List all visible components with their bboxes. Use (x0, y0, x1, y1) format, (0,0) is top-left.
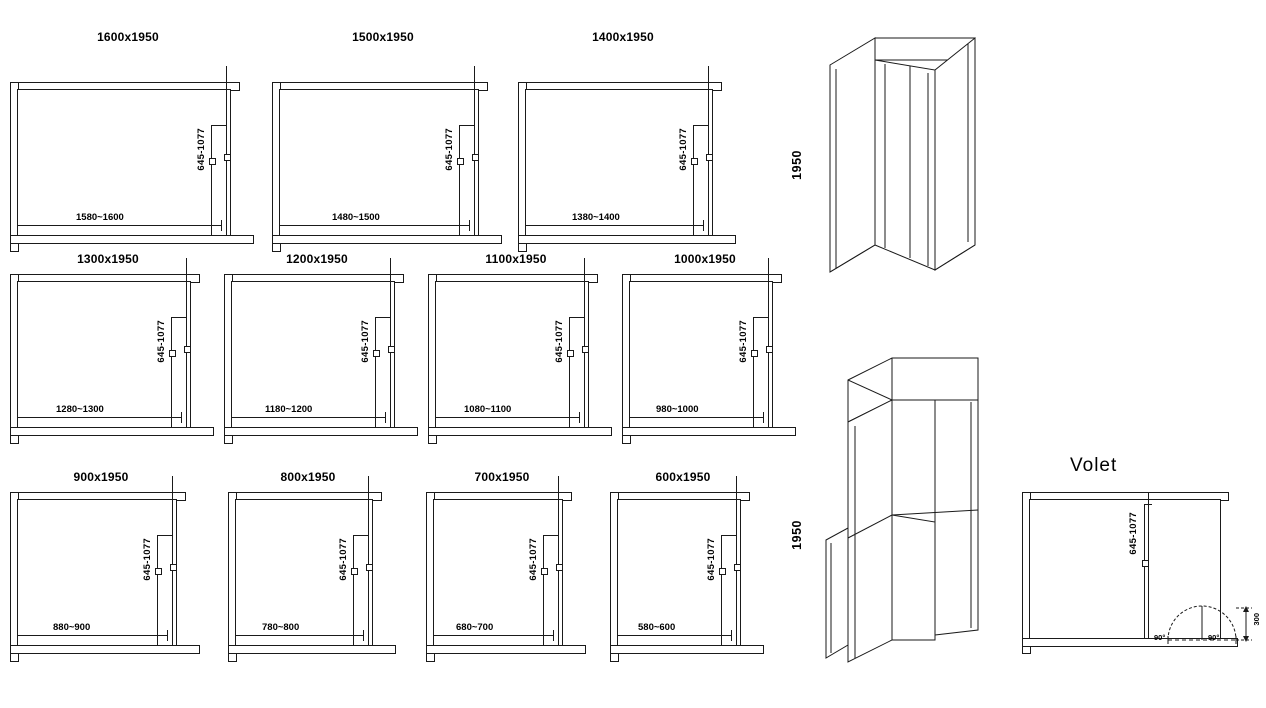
panel-title: 1000x1950 (674, 252, 736, 266)
horizontal-dimension: 1480~1500 (332, 212, 380, 223)
panel-800x1950 (226, 470, 390, 675)
vertical-dimension: 645-1077 (706, 538, 717, 581)
dimension-tick (231, 412, 232, 423)
bar-cap (211, 125, 227, 126)
horizontal-dimension: 580~600 (638, 622, 676, 633)
panel-title: 600x1950 (655, 470, 711, 484)
horizontal-dimension: 780~800 (262, 622, 300, 633)
bar-node (170, 564, 177, 571)
bar-node (556, 564, 563, 571)
dimension-tick (17, 412, 18, 423)
panel-title: 1400x1950 (592, 30, 654, 44)
bar-cap (721, 535, 737, 536)
bar-cap (171, 317, 187, 318)
bar-node (1142, 560, 1149, 567)
isometric-view-open (790, 20, 1020, 290)
dimension-tick (279, 220, 280, 231)
vertical-dimension: 645-1077 (142, 538, 153, 581)
vertical-dimension: 645-1077 (738, 320, 749, 363)
bar-node (184, 346, 191, 353)
vertical-dimension: 645-1077 (554, 320, 565, 363)
horizontal-dimension: 880~900 (53, 622, 91, 633)
dimension-line (17, 225, 222, 226)
glass-panel (435, 281, 589, 436)
panel-1100x1950 (426, 252, 606, 457)
bar-cap (753, 317, 769, 318)
panel-1300x1950 (8, 252, 208, 457)
horizontal-dimension: 1180~1200 (265, 404, 313, 415)
vertical-dimension: 645-1077 (156, 320, 167, 363)
panel-1600x1950 (8, 30, 248, 235)
base-bar (518, 235, 736, 244)
swing-arc-diagram (1140, 590, 1260, 660)
dimension-line (17, 417, 182, 418)
base-bar (10, 427, 214, 436)
bar-node (472, 154, 479, 161)
panel-title: 700x1950 (474, 470, 530, 484)
dimension-line (235, 635, 364, 636)
dimension-tick (525, 220, 526, 231)
dimension-tick (433, 630, 434, 641)
volet-title: Volet (1070, 455, 1118, 476)
bar-cap (459, 125, 475, 126)
dimension-tick (629, 412, 630, 423)
angle-left-label: 90° (1154, 633, 1166, 642)
bar-node (751, 350, 758, 357)
dimension-line (231, 417, 386, 418)
depth-label: 300 (1252, 613, 1261, 626)
base-bar (228, 645, 396, 654)
base-bar (272, 235, 502, 244)
bar-node (567, 350, 574, 357)
horizontal-dimension: 980~1000 (656, 404, 699, 415)
dimension-line (629, 417, 764, 418)
dimension-line (617, 635, 732, 636)
panel-title: 1500x1950 (352, 30, 414, 44)
dimension-tick (221, 220, 222, 231)
dimension-line (525, 225, 704, 226)
volet-detail (1020, 450, 1260, 680)
dimension-tick (617, 630, 618, 641)
horizontal-dimension: 1580~1600 (76, 212, 124, 223)
base-bar (610, 645, 764, 654)
bar-cap (693, 125, 709, 126)
base-bar (10, 235, 254, 244)
panel-title: 800x1950 (280, 470, 336, 484)
bar-node (734, 564, 741, 571)
bar-node (351, 568, 358, 575)
horizontal-dimension: 1280~1300 (56, 404, 104, 415)
panel-900x1950 (8, 470, 194, 675)
bar-node (582, 346, 589, 353)
dimension-tick (181, 412, 182, 423)
dimension-tick (363, 630, 364, 641)
bar-cap (157, 535, 173, 536)
horizontal-dimension: 1080~1100 (464, 404, 512, 415)
vertical-dimension: 645-1077 (444, 128, 455, 171)
panel-title: 1300x1950 (77, 252, 139, 266)
dimension-tick (579, 412, 580, 423)
glass-panel (17, 499, 177, 654)
bar-node (366, 564, 373, 571)
glass-panel (629, 281, 773, 436)
dimension-tick (731, 630, 732, 641)
vertical-dimension: 645-1077 (678, 128, 689, 171)
angle-right-label: 90° (1208, 633, 1220, 642)
dimension-tick (553, 630, 554, 641)
dimension-line (435, 417, 580, 418)
panel-title: 1200x1950 (286, 252, 348, 266)
bar-node (155, 568, 162, 575)
base-bar (10, 645, 200, 654)
dimension-tick (385, 412, 386, 423)
dimension-tick (435, 412, 436, 423)
panel-1400x1950 (516, 30, 730, 235)
base-bar (622, 427, 796, 436)
panel-600x1950 (608, 470, 758, 675)
bar-cap (569, 317, 585, 318)
bar-cap (1144, 504, 1152, 505)
bar-node (373, 350, 380, 357)
bar-node (706, 154, 713, 161)
glass-panel (617, 499, 741, 654)
horizontal-dimension: 680~700 (456, 622, 494, 633)
horizontal-dimension: 1380~1400 (572, 212, 620, 223)
bar-node (719, 568, 726, 575)
panel-1200x1950 (222, 252, 412, 457)
panel-title: 1600x1950 (97, 30, 159, 44)
vertical-dimension: 645-1077 (196, 128, 207, 171)
dimension-tick (17, 220, 18, 231)
dimension-tick (167, 630, 168, 641)
bar-node (541, 568, 548, 575)
isometric-view-closed (790, 340, 1020, 670)
bar-node (388, 346, 395, 353)
dimension-line (279, 225, 470, 226)
bar-node (691, 158, 698, 165)
vertical-dimension: 645-1077 (1128, 512, 1139, 555)
panel-1000x1950 (620, 252, 790, 457)
height-label: 1950 (790, 150, 804, 180)
dimension-line (17, 635, 168, 636)
base-bar (428, 427, 612, 436)
height-label: 1950 (790, 520, 804, 550)
panel-1500x1950 (270, 30, 496, 235)
vertical-dimension: 645-1077 (360, 320, 371, 363)
dimension-tick (235, 630, 236, 641)
bar-node (169, 350, 176, 357)
bar-node (457, 158, 464, 165)
vertical-dimension: 645-1077 (338, 538, 349, 581)
bar-cap (543, 535, 559, 536)
panel-title: 900x1950 (73, 470, 129, 484)
dimension-line (433, 635, 554, 636)
bar-node (766, 346, 773, 353)
bar-cap (375, 317, 391, 318)
base-bar (224, 427, 418, 436)
dimension-tick (763, 412, 764, 423)
dimension-tick (469, 220, 470, 231)
bar-cap (353, 535, 369, 536)
dimension-tick (17, 630, 18, 641)
dimension-tick (703, 220, 704, 231)
bar-node (224, 154, 231, 161)
base-bar (426, 645, 586, 654)
panel-700x1950 (424, 470, 580, 675)
vertical-dimension: 645-1077 (528, 538, 539, 581)
panel-title: 1100x1950 (485, 252, 547, 266)
bar-node (209, 158, 216, 165)
